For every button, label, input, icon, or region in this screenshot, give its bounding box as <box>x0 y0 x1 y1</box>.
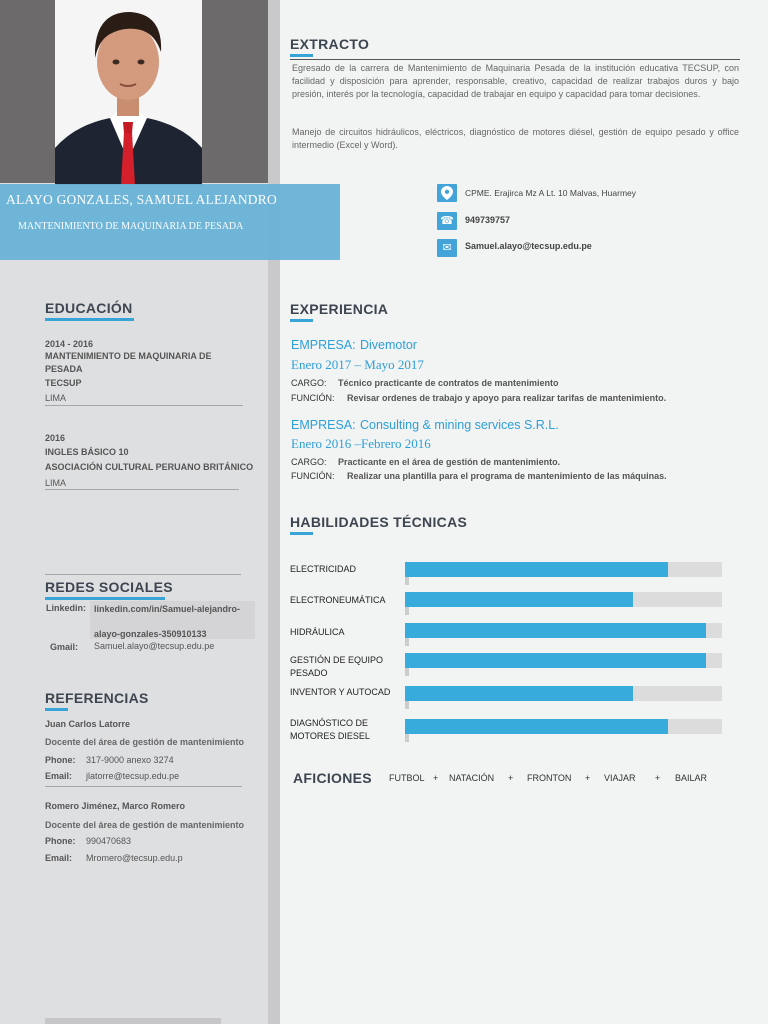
education-heading: EDUCACIÓN <box>45 300 133 316</box>
skill-label-line: ELECTRICIDAD <box>290 564 357 574</box>
gmail-value[interactable]: Samuel.alayo@tecsup.edu.pe <box>94 641 215 651</box>
job-2-company-label: EMPRESA: <box>291 418 356 432</box>
reference-2-email-label: Email: <box>45 853 73 863</box>
skill-label-line: MOTORES DIESEL <box>290 731 370 741</box>
skill-bar-track <box>405 686 722 701</box>
contact-address: CPME. Erajirca Mz A Lt. 10 Malvas, Huarmey <box>465 188 636 198</box>
social-accent <box>45 597 165 600</box>
skill-label <box>290 594 386 607</box>
contact-email[interactable]: Samuel.alayo@tecsup.edu.pe <box>465 241 592 251</box>
hobby-item: BAILAR <box>675 773 708 783</box>
summary-heading: EXTRACTO <box>290 36 370 52</box>
linkedin-link-cont[interactable]: alayo-gonzales-350910133 <box>94 629 207 639</box>
reference-2-phone: 990470683 <box>86 836 132 846</box>
summary-paragraph-1: Egresado de la carrera de Mantenimiento de Maquinaria Pesada de la institución educativa TECSUP, con facilidad y disposición para aprender, responsable, creativo, capacidad de realizar trabajos duros y bajo presión, interés por la tecnología, capacidad de trabajar en equipo y capacidad para tomar decisiones. <box>292 63 739 99</box>
hobby-separator: + <box>655 773 661 783</box>
skill-bar-fill <box>405 653 706 668</box>
skill-bar-fill <box>405 592 633 607</box>
job-1-company-label: EMPRESA: <box>291 338 356 352</box>
skill-bar-tick <box>405 638 409 646</box>
education-2-institution: ASOCIACIÓN CULTURAL PERUANO BRITÁNICO <box>45 462 254 472</box>
social-heading: REDES SOCIALES <box>45 579 173 595</box>
job-2-dates: Enero 2016 –Febrero 2016 <box>291 436 431 451</box>
skill-bar-tick <box>405 668 409 676</box>
skills-accent <box>290 532 313 535</box>
hobby-item: VIAJAR <box>604 773 636 783</box>
education-divider-1 <box>45 405 243 406</box>
summary-accent <box>290 54 313 57</box>
skill-bar-tick <box>405 701 409 709</box>
job-2-funcion: Realizar una plantilla para el programa de mantenimiento de las máquinas. <box>347 471 667 481</box>
skill-label-line: DIAGNÓSTICO DE <box>290 718 369 728</box>
skill-label-line: PESADO <box>290 668 328 678</box>
hobby-item: FRONTON <box>527 773 572 783</box>
envelope-icon: ✉ <box>437 239 457 257</box>
right-column <box>280 0 768 1024</box>
profile-photo <box>55 0 202 185</box>
job-1-funcion: Revisar ordenes de trabajo y apoyo para realizar tarifas de mantenimiento. <box>347 393 667 403</box>
job-1-dates: Enero 2017 – Mayo 2017 <box>291 357 424 372</box>
footer-bar <box>45 1018 221 1024</box>
social-top-rule <box>45 574 241 575</box>
education-divider-2 <box>45 489 239 490</box>
portrait-illustration <box>55 0 202 185</box>
linkedin-label: Linkedin: <box>46 603 86 613</box>
column-divider <box>268 0 280 1024</box>
hobby-separator: + <box>585 773 591 783</box>
job-title: MANTENIMIENTO DE MAQUINARIA DE PESADA <box>18 221 244 232</box>
job-1-cargo: Técnico practicante de contratos de mantenimiento <box>338 378 559 388</box>
skill-label-line: HIDRÁULICA <box>290 627 345 637</box>
location-pin-icon <box>437 184 457 202</box>
hobby-item: NATACIÓN <box>449 773 495 783</box>
full-name: ALAYO GONZALES, SAMUEL ALEJANDRO <box>6 192 277 207</box>
linkedin-link[interactable]: linkedin.com/in/Samuel-alejandro- <box>94 604 241 614</box>
skill-label <box>290 563 356 576</box>
references-divider <box>45 786 242 787</box>
education-accent <box>45 318 134 321</box>
summary-paragraph-2: Manejo de circuitos hidráulicos, eléctricos, diagnóstico de motores diésel, gestión de equipo pesado y office intermedio (Excel y Word). <box>292 127 739 150</box>
reference-1-role: Docente del área de gestión de mantenimiento <box>45 737 245 747</box>
reference-1-phone: 317-9000 anexo 3274 <box>86 755 174 765</box>
skill-bar-tick <box>405 734 409 742</box>
skill-label-line: GESTIÓN DE EQUIPO <box>290 655 384 665</box>
skill-bar-fill <box>405 623 706 638</box>
education-1-years: 2014 - 2016 <box>45 339 94 349</box>
hobbies-heading: AFICIONES <box>293 770 372 786</box>
references-heading: REFERENCIAS <box>45 690 149 706</box>
job-2-cargo-label: CARGO: <box>291 457 327 467</box>
experience-heading: EXPERIENCIA <box>290 301 389 317</box>
job-1-cargo-label: CARGO: <box>291 378 327 388</box>
skill-label <box>290 654 383 680</box>
gmail-label: Gmail: <box>50 642 79 652</box>
skill-bar-fill <box>405 719 668 734</box>
skill-label-line: INVENTOR Y AUTOCAD <box>290 687 391 697</box>
reference-1-email-label: Email: <box>45 771 73 781</box>
experience-accent <box>290 319 313 322</box>
job-1-company: Divemotor <box>360 338 417 352</box>
reference-2-name: Romero Jiménez, Marco Romero <box>45 801 186 811</box>
skill-label-line: ELECTRONEUMÁTICA <box>290 595 386 605</box>
job-2-company: Consulting & mining services S.R.L. <box>360 418 559 432</box>
education-1-institution: TECSUP <box>45 378 82 388</box>
hobby-separator: + <box>433 773 439 783</box>
skill-bar-track <box>405 562 722 577</box>
job-1-funcion-label: FUNCIÓN: <box>291 393 335 403</box>
job-2-cargo: Practicante en el área de gestión de mantenimiento. <box>338 457 561 467</box>
education-1-program-cont: PESADA <box>45 364 83 374</box>
skill-bar-track <box>405 592 722 607</box>
reference-2-role: Docente del área de gestión de mantenimiento <box>45 820 245 830</box>
skill-bar-fill <box>405 686 633 701</box>
skill-label <box>290 626 345 639</box>
skill-bar-tick <box>405 577 409 585</box>
reference-1-phone-label: Phone: <box>45 755 76 765</box>
education-1-program: MANTENIMIENTO DE MAQUINARIA DE <box>45 351 212 361</box>
education-2-years: 2016 <box>45 433 66 443</box>
phone-icon: ☎ <box>437 212 457 230</box>
skill-bar-tick <box>405 607 409 615</box>
references-accent <box>45 708 68 711</box>
skill-bar-fill <box>405 562 668 577</box>
summary-rule <box>290 59 740 60</box>
reference-1-name: Juan Carlos Latorre <box>45 719 131 729</box>
skill-label <box>290 717 370 743</box>
hobby-item: FUTBOL <box>389 773 425 783</box>
skill-bar-track <box>405 623 722 638</box>
education-1-city: LIMA <box>45 393 67 403</box>
hobby-separator: + <box>508 773 514 783</box>
skill-label <box>290 686 390 699</box>
reference-2-phone-label: Phone: <box>45 836 76 846</box>
reference-2-email[interactable]: Mromero@tecsup.edu.p <box>86 853 183 863</box>
skill-bar-track <box>405 653 722 668</box>
education-2-program: INGLES BÁSICO 10 <box>45 447 129 457</box>
skills-heading: HABILIDADES TÉCNICAS <box>290 514 468 530</box>
education-2-city: LIMA <box>45 478 67 488</box>
job-2-funcion-label: FUNCIÓN: <box>291 471 335 481</box>
reference-1-email[interactable]: jlatorre@tecsup.edu.pe <box>86 771 180 781</box>
contact-phone: 949739757 <box>465 215 511 225</box>
skill-bar-track <box>405 719 722 734</box>
name-banner <box>0 184 340 260</box>
